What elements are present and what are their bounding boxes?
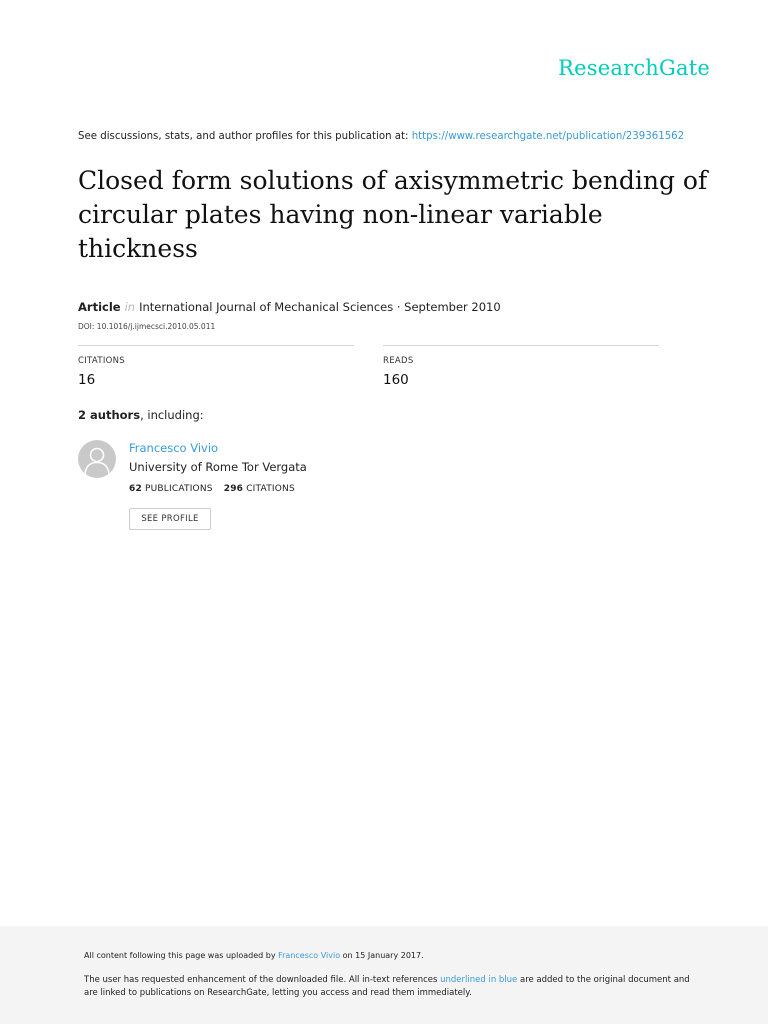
notice-prefix: The user has requested enhancement of the downloaded file. All in-text references [84,975,441,985]
citations-stat [78,345,354,388]
researchgate-logo[interactable]: ResearchGate [558,56,710,80]
upload-suffix: on 15 January 2017. [340,951,424,960]
notice-suffix: are added to the original document and are linked to publications on ResearchGate, letting you access and read them immediately. [84,975,690,998]
reads-label: READS [383,356,414,366]
author-avatar[interactable] [78,440,116,478]
uploader-link[interactable]: Francesco Vivio [278,951,341,960]
author-citations-label: CITATIONS [246,484,295,494]
journal-date: International Journal of Mechanical Sciences · September 2010 [139,300,501,314]
see-profile-button[interactable]: SEE PROFILE [129,508,211,530]
author-publications-count: 62 [129,484,142,494]
upload-notice [84,951,424,960]
authors-including: , including: [140,408,204,422]
citations-label: CITATIONS [78,356,125,366]
publication-type: Article [78,300,121,314]
author-citations-count: 296 [223,484,244,494]
author-institution: University of Rome Tor Vergata [129,460,307,474]
discussion-prefix: See discussions, stats, and author profiles for this publication at: [78,131,412,142]
underlined-link[interactable]: underlined in blue [440,975,518,985]
enhancement-notice [84,974,704,1000]
reads-stat [383,345,659,388]
authors-heading [78,408,204,422]
publication-url-link[interactable]: https://www.researchgate.net/publication/239361562 [411,131,685,142]
discussion-line [78,131,718,142]
user-silhouette-icon [78,440,116,478]
author-stats [129,484,295,494]
in-word: in [124,300,136,314]
author-name-link[interactable]: Francesco Vivio [129,441,219,455]
citations-value: 16 [78,372,96,388]
author-publications-label: PUBLICATIONS [145,484,213,494]
authors-count: 2 authors [78,408,141,422]
upload-prefix: All content following this page was uploaded by [84,951,279,960]
publication-title: Closed form solutions of axisymmetric bending of circular plates having non-linear variable thickness [78,166,708,263]
reads-value: 160 [383,372,409,388]
publication-doi: DOI: 10.1016/j.ijmecsci.2010.05.011 [78,322,216,331]
footer [0,926,768,1024]
publication-meta [78,300,501,314]
